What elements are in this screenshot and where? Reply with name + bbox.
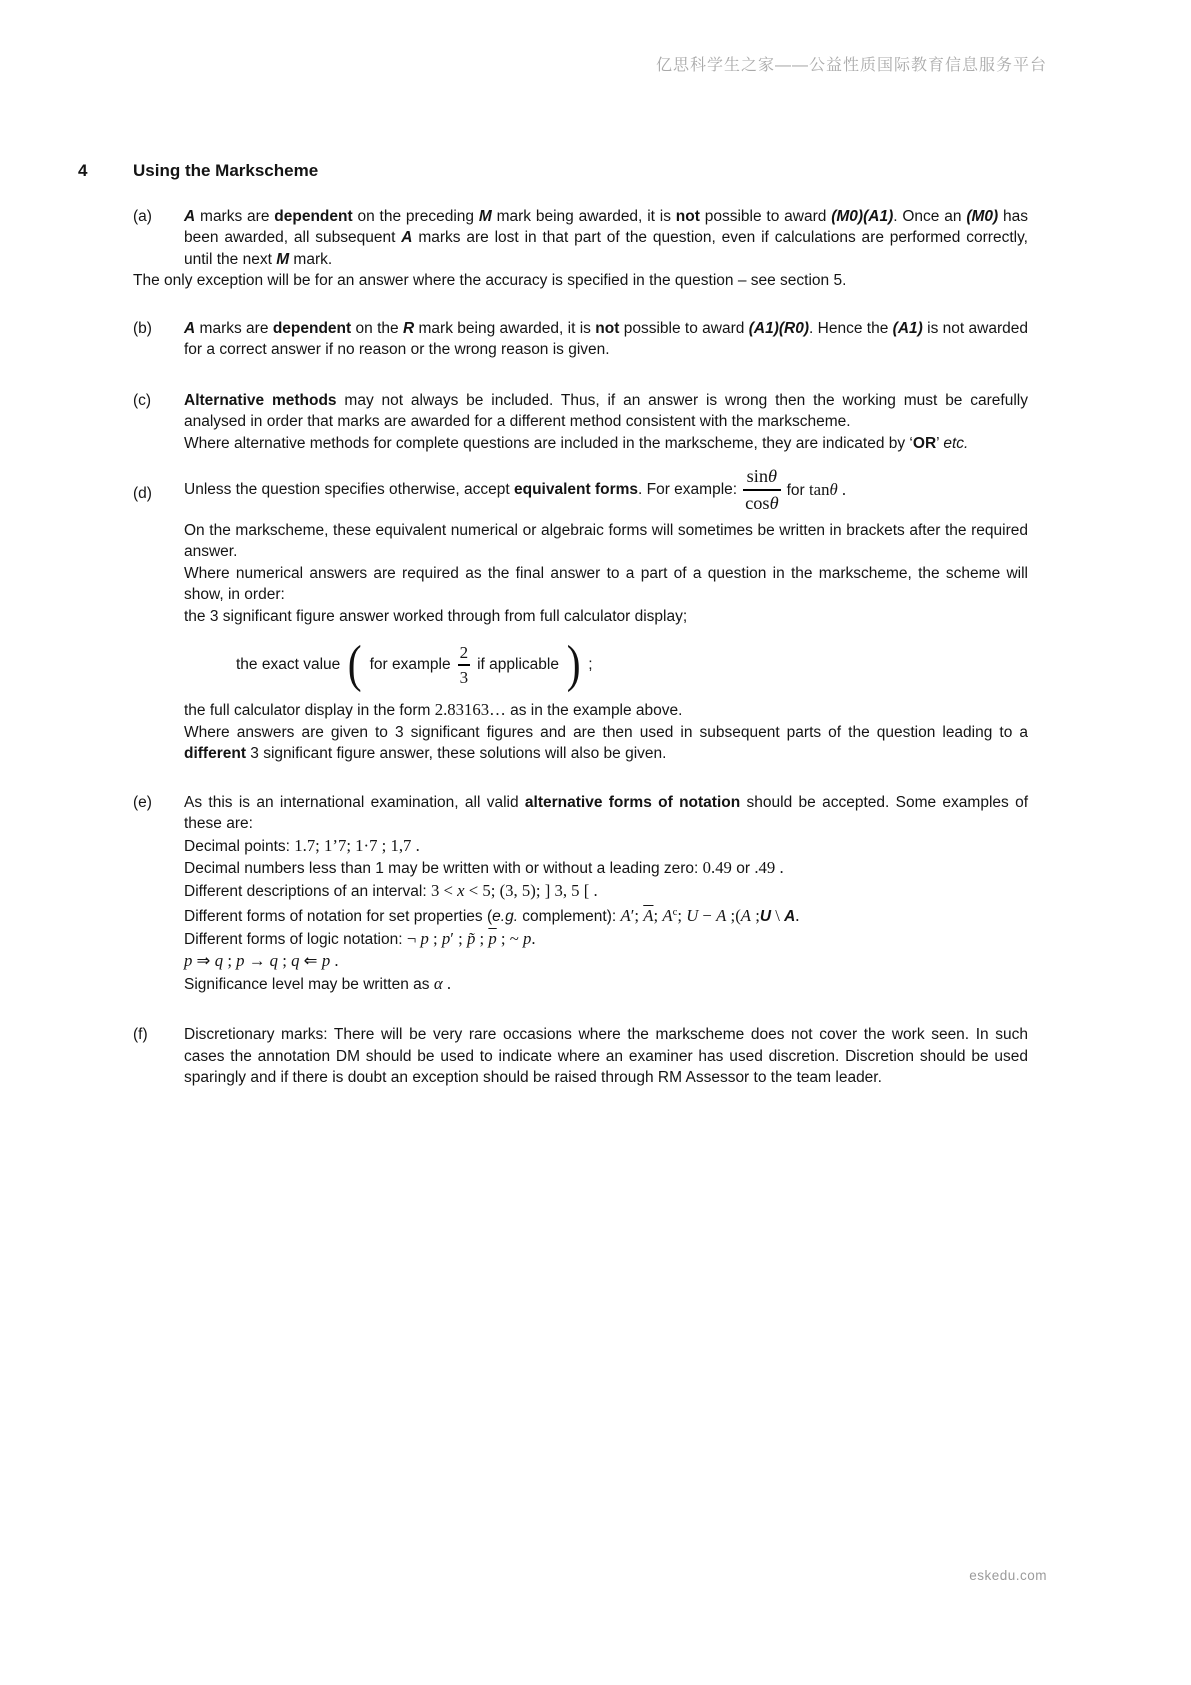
- right-paren: ): [566, 636, 581, 694]
- para-d-full-display: the full calculator display in the form 2.83163… as in the example above.: [184, 700, 683, 720]
- para-e-logic-implication: p ⇒ q ; p → q ; q ⇐ p .: [184, 951, 339, 971]
- para-d-3sf: the 3 significant figure answer worked through from full calculator display;: [184, 607, 688, 625]
- para-a-main: A marks are dependent on the preceding M mark being awarded, it is not possible to award (M0)(A1). Once an (M0) has been awarded, all subsequent A marks are lost in that part of the question, even if calculations are performed correctly, until the next M mark.: [184, 207, 1028, 268]
- para-c-alternatives: Where alternative methods for complete questions are included in the markscheme, they are indicated by ‘OR’ etc.: [184, 434, 969, 452]
- left-paren: (: [347, 636, 362, 694]
- exact-inner-post-text: if applicable: [477, 656, 559, 674]
- section-item-a: [133, 206, 1028, 292]
- item-body-f: [184, 1024, 1028, 1089]
- exact-pre-text: the exact value: [236, 656, 341, 674]
- footer-watermark: eskedu.com: [969, 1568, 1047, 1583]
- para-e-set-properties: Different forms of notation for set properties (e.g. complement): A′; $\overline{A}$; $A^c$; U − A ;(A ;U \ A.: [184, 906, 800, 926]
- fraction-numerator: sinθ: [746, 466, 778, 486]
- para-c-main: Alternative methods may not always be included. Thus, if an answer is wrong then the working must be carefully analysed in order that marks are awarded for a different method consistent with the markscheme.: [184, 391, 1028, 430]
- para-e-logic-notation: Different forms of logic notation: ¬ p ; p′ ; p̃ ; $\overline{p}$ ; ~ p.: [184, 928, 536, 948]
- para-e-leading-zero: Decimal numbers less than 1 may be written with or without a leading zero: 0.49 or .49 .: [184, 858, 784, 878]
- para-d-subsequent: Where answers are given to 3 significant figures and are then used in subsequent parts of the question leading to a different 3 significant figure answer, these solutions will also be given.: [184, 723, 1028, 763]
- item-label-d: (d): [133, 485, 152, 502]
- title-text: Using the Markscheme: [133, 161, 319, 180]
- item-body-b: [184, 318, 1028, 361]
- para-e-significance: Significance level may be written as α .: [184, 973, 452, 993]
- fraction-two-thirds: [458, 643, 471, 687]
- section-item-e: [133, 792, 1028, 996]
- exact-inner: [370, 643, 559, 687]
- para-e-interval: Different descriptions of an interval: 3 < x < 5; (3, 5); ] 3, 5 [ .: [184, 880, 598, 900]
- para-e-decimal-points: Decimal points: 1.7; 1’7; 1·7 ; 1,7 .: [184, 835, 420, 855]
- fraction-sin-over-cos: [743, 466, 781, 514]
- item-label-a: (a): [133, 207, 152, 225]
- document-body: [78, 160, 1028, 1089]
- para-f-discretionary: Discretionary marks: There will be very rare occasions where the markscheme does not cover the work seen. In such cases the annotation DM should be used to indicate where an examiner has used discretion. Discretion should be used sparingly and if there is doubt an exception should be raised through RM Assessor to the team leader.: [184, 1026, 1028, 1087]
- title-number: 4: [78, 161, 88, 180]
- d-after-fraction-text: for tanθ .: [786, 479, 847, 499]
- para-d-equivalent-forms: [184, 466, 1028, 514]
- header-watermark: 亿思科学生之家——公益性质国际教育信息服务平台: [655, 57, 1047, 74]
- page-title: [78, 160, 1028, 182]
- item-label-c: (c): [133, 391, 152, 409]
- section-item-f: [133, 1024, 1028, 1089]
- item-body-a: [133, 206, 1028, 292]
- fraction-numerator: 2: [459, 642, 469, 662]
- para-d-exact-value: [236, 637, 1028, 693]
- exact-inner-pre-text: for example: [369, 656, 451, 674]
- para-b-main: A marks are dependent on the R mark being awarded, it is not possible to award (A1)(R0). Hence the (A1) is not awarded for a correct answer if no reason or the wrong reason is given.: [184, 319, 1028, 358]
- item-label-f: (f): [133, 1026, 148, 1044]
- fraction-bar: [458, 664, 471, 665]
- section-item-d: [133, 466, 1028, 765]
- item-label-e: (e): [133, 793, 152, 811]
- exact-post-text: ;: [588, 656, 593, 674]
- item-body-e: [184, 792, 1028, 996]
- fraction-bar: [743, 489, 781, 490]
- item-body-d: [184, 466, 1028, 765]
- item-body-c: [184, 390, 1028, 455]
- section-list: [133, 206, 1028, 1089]
- para-d-numerical: Where numerical answers are required as the final answer to a part of a question in the markscheme, the scheme will show, in order:: [184, 564, 1028, 604]
- section-item-b: [133, 318, 1028, 361]
- section-item-c: [133, 390, 1028, 455]
- d-intro-text: Unless the question specifies otherwise, accept equivalent forms. For example:: [184, 481, 738, 499]
- item-label-b: (b): [133, 319, 152, 337]
- para-e-main: As this is an international examination, all valid alternative forms of notation should be accepted. Some examples of these are:: [184, 793, 1029, 833]
- para-a-exception: The only exception will be for an answer where the accuracy is specified in the question – see section 5.: [133, 272, 847, 289]
- fraction-denominator: 3: [459, 667, 469, 687]
- para-d-brackets: On the markscheme, these equivalent numerical or algebraic forms will sometimes be written in brackets after the required answer.: [184, 521, 1028, 561]
- fraction-denominator: cosθ: [745, 492, 779, 513]
